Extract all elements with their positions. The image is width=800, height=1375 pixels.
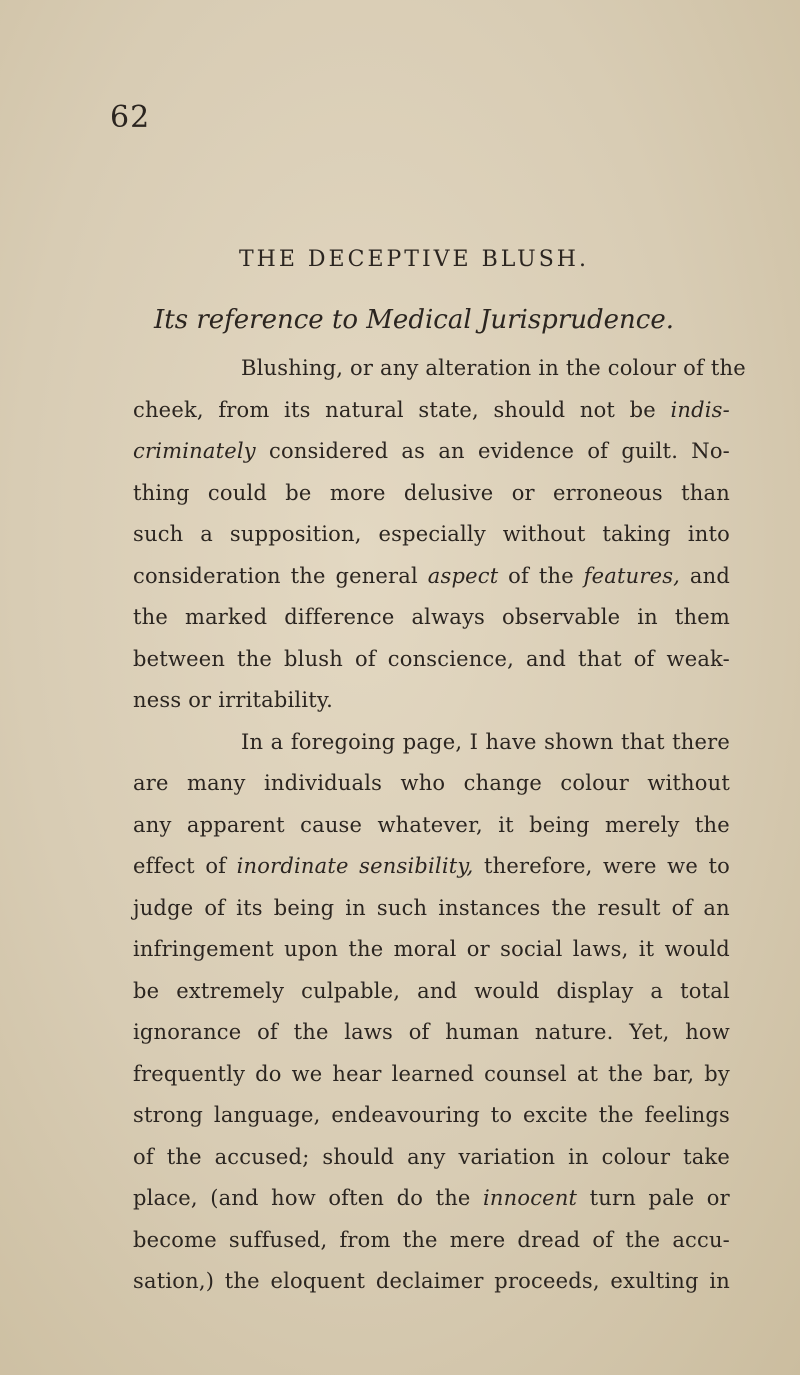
text-line: cheek, from its natural state, should not be indis- — [133, 397, 730, 422]
text-line: any apparent cause whatever, it being merely the — [133, 812, 730, 837]
text-line: ignorance of the laws of human nature. Yet, how — [133, 1020, 730, 1044]
chapter-heading: THE DECEPTIVE BLUSH. — [239, 247, 589, 272]
text-line: judge of its being in such instances the result of an — [133, 895, 730, 920]
text-line: thing could be more delusive or erroneous than — [133, 480, 730, 505]
text-line: strong language, endeavouring to excite the feelings — [133, 1103, 730, 1127]
text-line: criminately considered as an evidence of guilt. No- — [133, 439, 730, 463]
text-line: frequently do we hear learned counsel at the bar, by — [133, 1061, 730, 1086]
text-line: infringement upon the moral or social laws, it would — [133, 937, 730, 961]
text-line: are many individuals who change colour without — [133, 771, 730, 795]
text-line: ness or irritability. — [133, 688, 334, 712]
text-line: consideration the general aspect of the features, and — [133, 563, 730, 588]
text-line: Blushing, or any alteration in the colour of the — [241, 356, 746, 380]
text-line: of the accused; should any variation in colour take — [133, 1144, 730, 1169]
text-line: such a supposition, especially without taking into — [133, 522, 730, 546]
body-text — [133, 348, 746, 1303]
text-line: In a foregoing page, I have shown that there — [241, 729, 730, 754]
text-line: place, (and how often do the innocent turn pale or — [133, 1186, 730, 1210]
text-line: between the blush of conscience, and that of weak- — [133, 646, 730, 671]
text-line: be extremely culpable, and would display a total — [133, 978, 730, 1003]
chapter-subheading: Its reference to Medical Jurisprudence. — [154, 305, 674, 335]
text-line: the marked difference always observable in them — [133, 605, 730, 629]
text-line: sation,) the eloquent declaimer proceeds, exulting in — [133, 1269, 730, 1293]
text-line: effect of inordinate sensibility, therefore, were we to — [133, 854, 730, 878]
page-number: 62 — [110, 100, 151, 135]
text-line: become suffused, from the mere dread of the accu- — [133, 1227, 730, 1252]
